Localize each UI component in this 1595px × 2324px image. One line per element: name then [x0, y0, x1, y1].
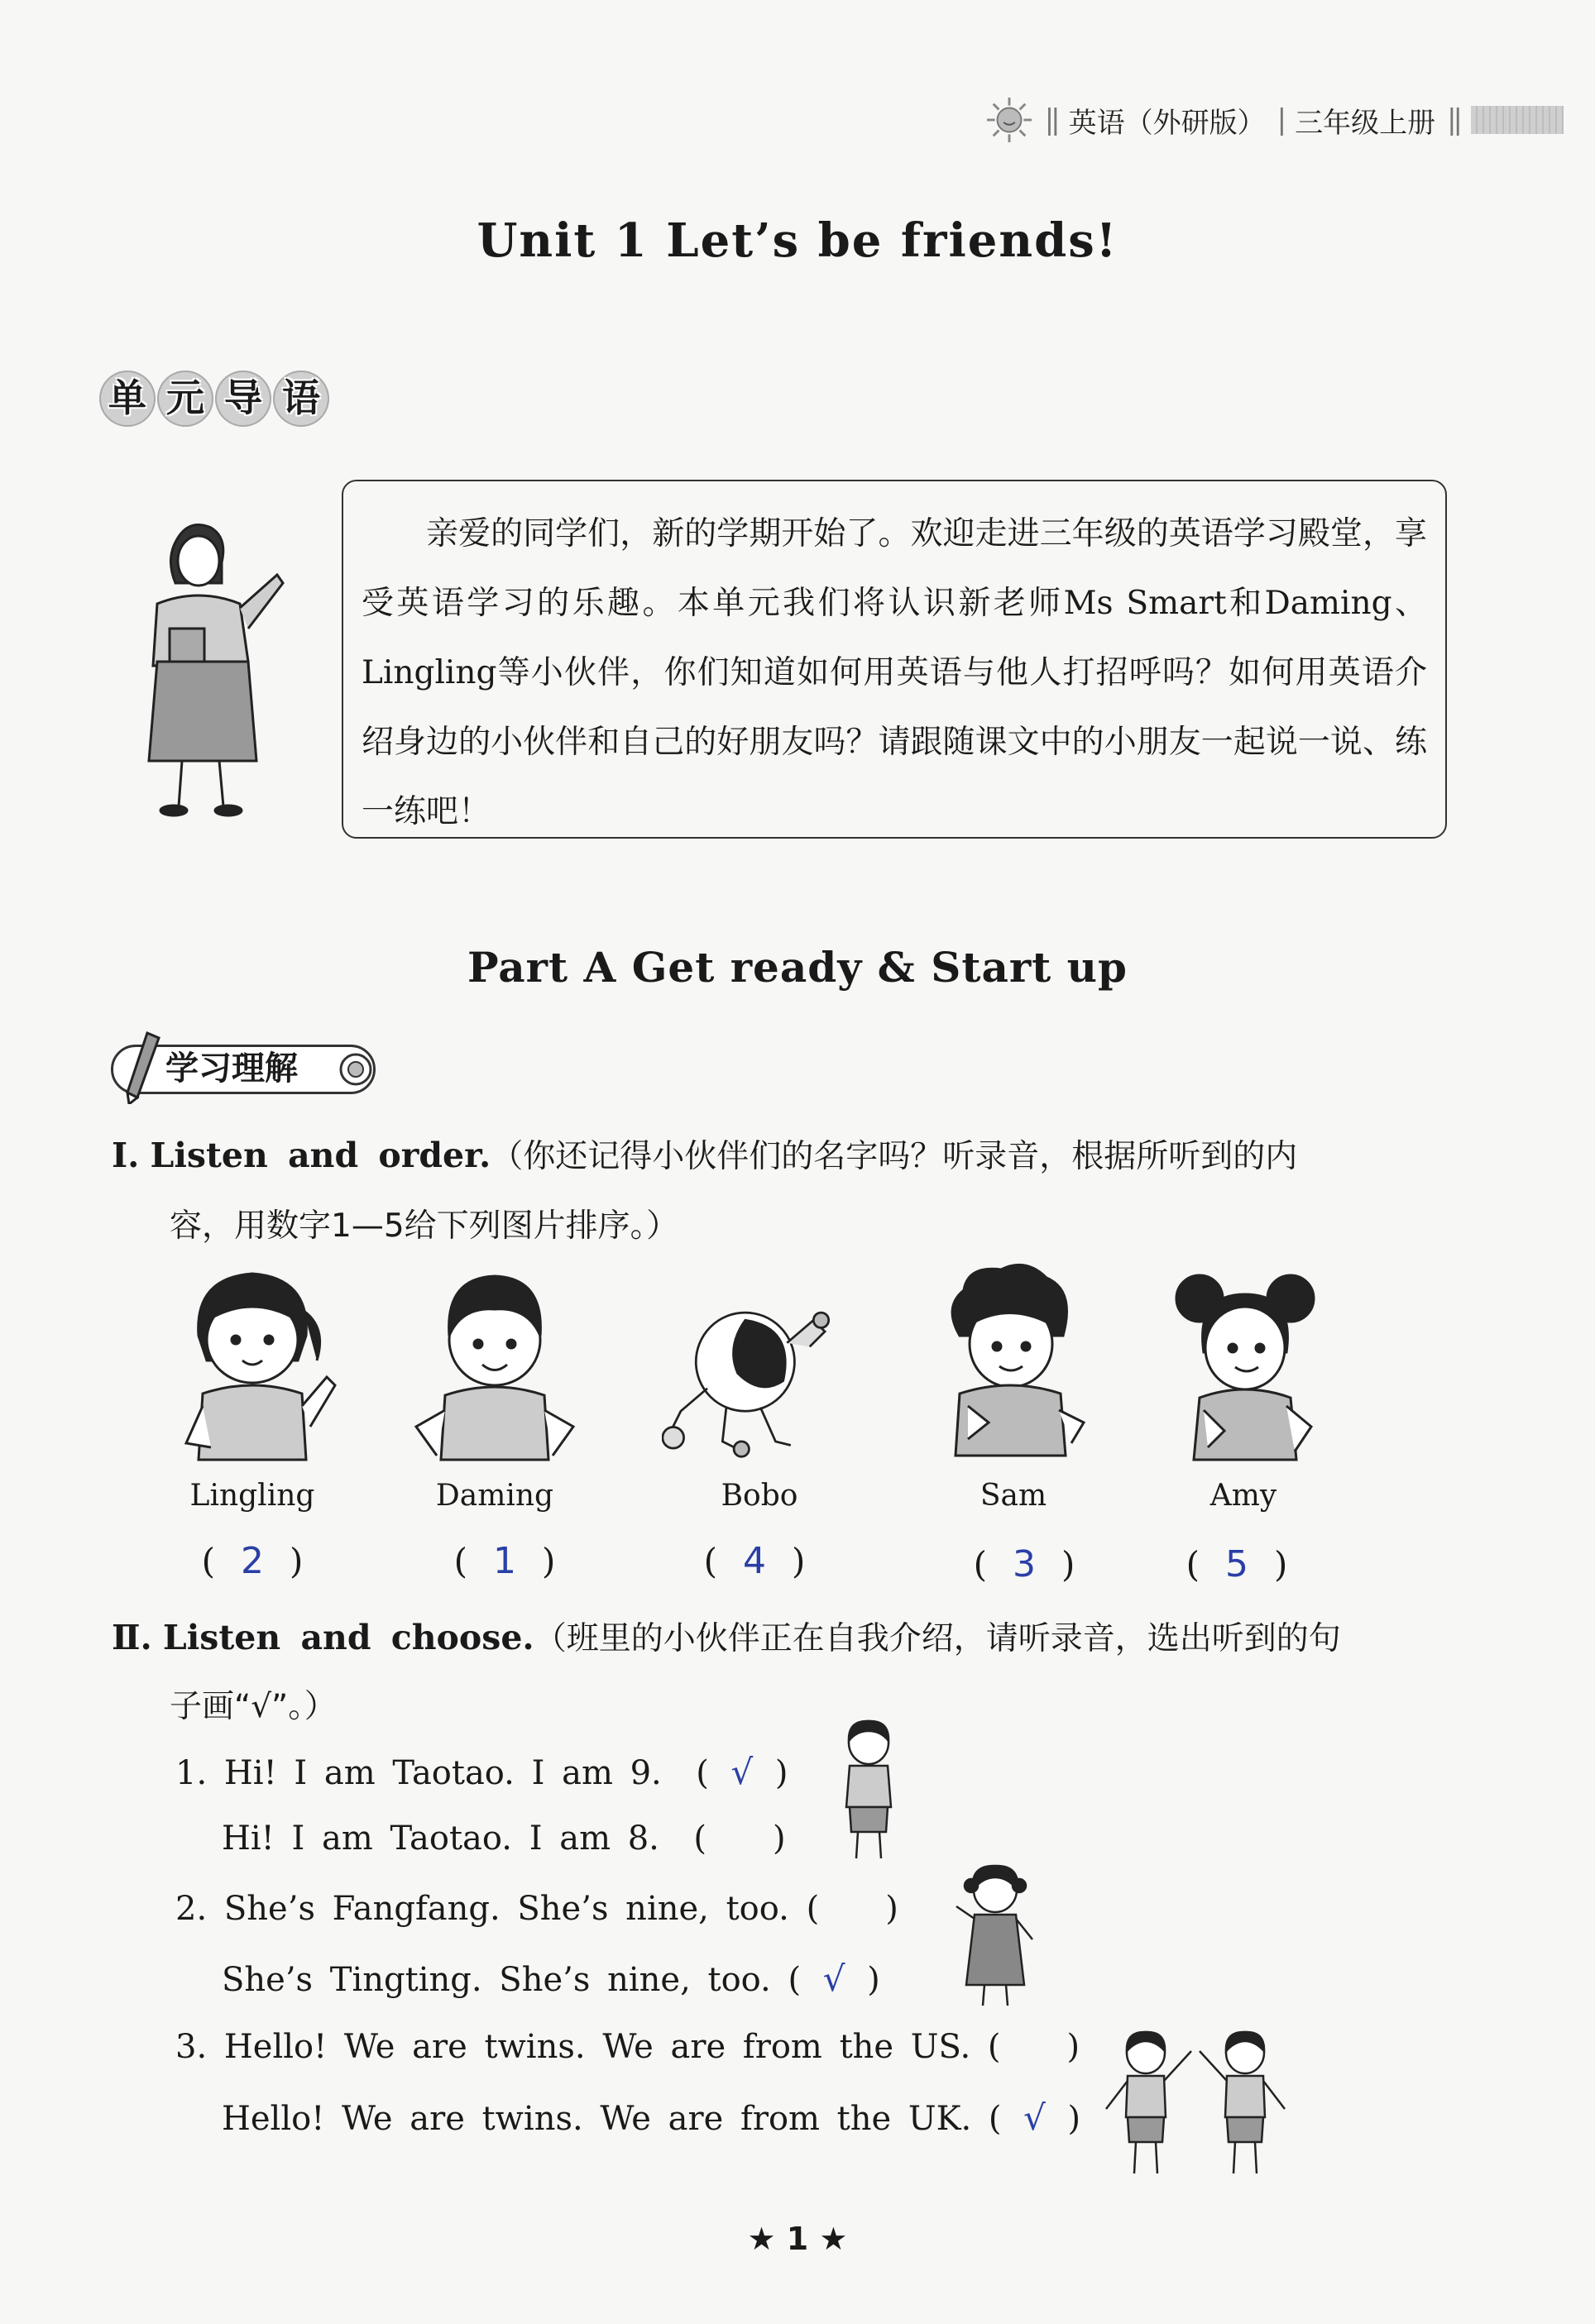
target-icon [338, 1051, 374, 1088]
q1-title: Listen and order. [150, 1136, 491, 1175]
q1-instruction-cn: （你还记得小伙伴们的名字吗？听录音，根据所听到的内 [491, 1138, 1298, 1175]
check-mark: √ [730, 1752, 754, 1792]
q2-instruction [112, 1603, 1485, 1674]
sun-icon [985, 96, 1033, 144]
answer-blank: ( 3 ) [973, 1543, 1075, 1585]
lingling-illustration [161, 1261, 343, 1468]
item-number: 3. [175, 2028, 208, 2066]
answer-value: 3 [1013, 1543, 1036, 1585]
badge-char: 导 [215, 371, 271, 427]
unit-guide-box [342, 480, 1447, 839]
q1-instruction-cont [170, 1190, 678, 1261]
study-badge-label: 学习理解 [165, 1050, 298, 1088]
unit-guide-badge [99, 371, 329, 427]
sentence-2a: 2. She’s Fangfang. She’s nine, too. ( ) [175, 1890, 898, 1928]
answer-value: 5 [1225, 1543, 1248, 1585]
bobo-robot-illustration [662, 1274, 844, 1480]
header-separator: || [1044, 103, 1057, 136]
part-title: Part A Get ready & Start up [467, 943, 1128, 992]
char-name-daming: Daming [435, 1479, 554, 1513]
q2-number: Ⅱ. [112, 1618, 152, 1657]
badge-char: 元 [157, 371, 213, 427]
twins-illustration [1096, 2026, 1295, 2183]
check-mark: √ [822, 1958, 845, 1999]
sentence-2b: She’s Tingting. She’s nine, too. ( √ ) [222, 1958, 880, 1999]
answer-blank: ( 5 ) [1185, 1543, 1288, 1585]
answer-blank: ( 4 ) [703, 1540, 806, 1582]
header-decoration [1471, 106, 1564, 134]
tingting-illustration [950, 1861, 1041, 2010]
badge-char: 单 [99, 371, 156, 427]
char-name-amy: Amy [1209, 1479, 1277, 1513]
q2-title: Listen and choose. [162, 1618, 534, 1657]
item-number: 2. [175, 1890, 208, 1928]
char-name-sam: Sam [980, 1479, 1047, 1513]
sam-illustration [918, 1257, 1100, 1464]
check-mark: √ [1023, 2097, 1046, 2138]
answer-value: 2 [241, 1540, 264, 1582]
unit-guide-text: 亲爱的同学们，新的学期开始了。欢迎走进三年级的英语学习殿堂，享受英语学习的乐趣。本单元我们将认识新老师Ms Smart和Daming、Lingling等小伙伴，你们知道如何用英语与他人打招呼吗？如何用英语介绍身边的小伙伴和自己的好朋友吗？请跟随课文中的小朋友一起说一说、练一练吧！ [362, 515, 1427, 830]
q1-instruction [112, 1121, 1485, 1192]
unit-title: Unit 1 Let’s be friends! [477, 213, 1118, 268]
answer-blank: ( 2 ) [201, 1540, 304, 1582]
sentence-text: Hello! We are twins. We are from the US. [223, 2028, 971, 2066]
pencil-icon [114, 1030, 164, 1104]
sentence-text: She’s Tingting. She’s nine, too. [222, 1961, 771, 1999]
taotao-illustration [831, 1716, 906, 1865]
q2-instruction-cn: （班里的小伙伴正在自我介绍，请听录音，选出听到的句 [534, 1620, 1341, 1657]
study-badge [98, 1030, 379, 1104]
amy-illustration [1154, 1261, 1336, 1468]
q1-instruction-cn-2: 容，用数字1—5给下列图片排序。） [170, 1207, 679, 1245]
answer-blank: ( 1 ) [453, 1540, 556, 1582]
teacher-illustration [124, 513, 290, 827]
header-subject: 英语（外研版） [1068, 106, 1266, 140]
q2-instruction-cn-2: 子画“√”。） [170, 1688, 337, 1725]
sentence-text: Hi! I am Taotao. I am 8. [222, 1820, 659, 1858]
header-separator: | [1276, 103, 1284, 136]
answer-value: 4 [743, 1540, 766, 1582]
sentence-text: Hello! We are twins. We are from the UK. [222, 2100, 972, 2138]
answer-value: 1 [493, 1540, 516, 1582]
page-header [985, 95, 1564, 145]
sentence-3a: 3. Hello! We are twins. We are from the US. ( ) [175, 2028, 1080, 2066]
page-number: ★ 1 ★ [747, 2221, 848, 2257]
char-name-lingling: Lingling [189, 1479, 315, 1513]
char-name-bobo: Bobo [721, 1479, 798, 1513]
header-grade: 三年级上册 [1295, 106, 1436, 140]
item-number: 1. [175, 1754, 208, 1792]
sentence-1b: Hi! I am Taotao. I am 8. ( ) [222, 1820, 786, 1858]
header-separator: || [1447, 103, 1459, 136]
daming-illustration [404, 1261, 586, 1468]
badge-char: 语 [273, 371, 329, 427]
sentence-3b: Hello! We are twins. We are from the UK. ( √ ) [222, 2097, 1081, 2138]
sentence-1a: 1. Hi! I am Taotao. I am 9. ( √ ) [175, 1752, 788, 1792]
q1-number: Ⅰ. [112, 1136, 140, 1175]
q2-instruction-cont [170, 1671, 337, 1742]
sentence-text: Hi! I am Taotao. I am 9. [223, 1754, 662, 1792]
sentence-text: She’s Fangfang. She’s nine, too. [223, 1890, 789, 1928]
